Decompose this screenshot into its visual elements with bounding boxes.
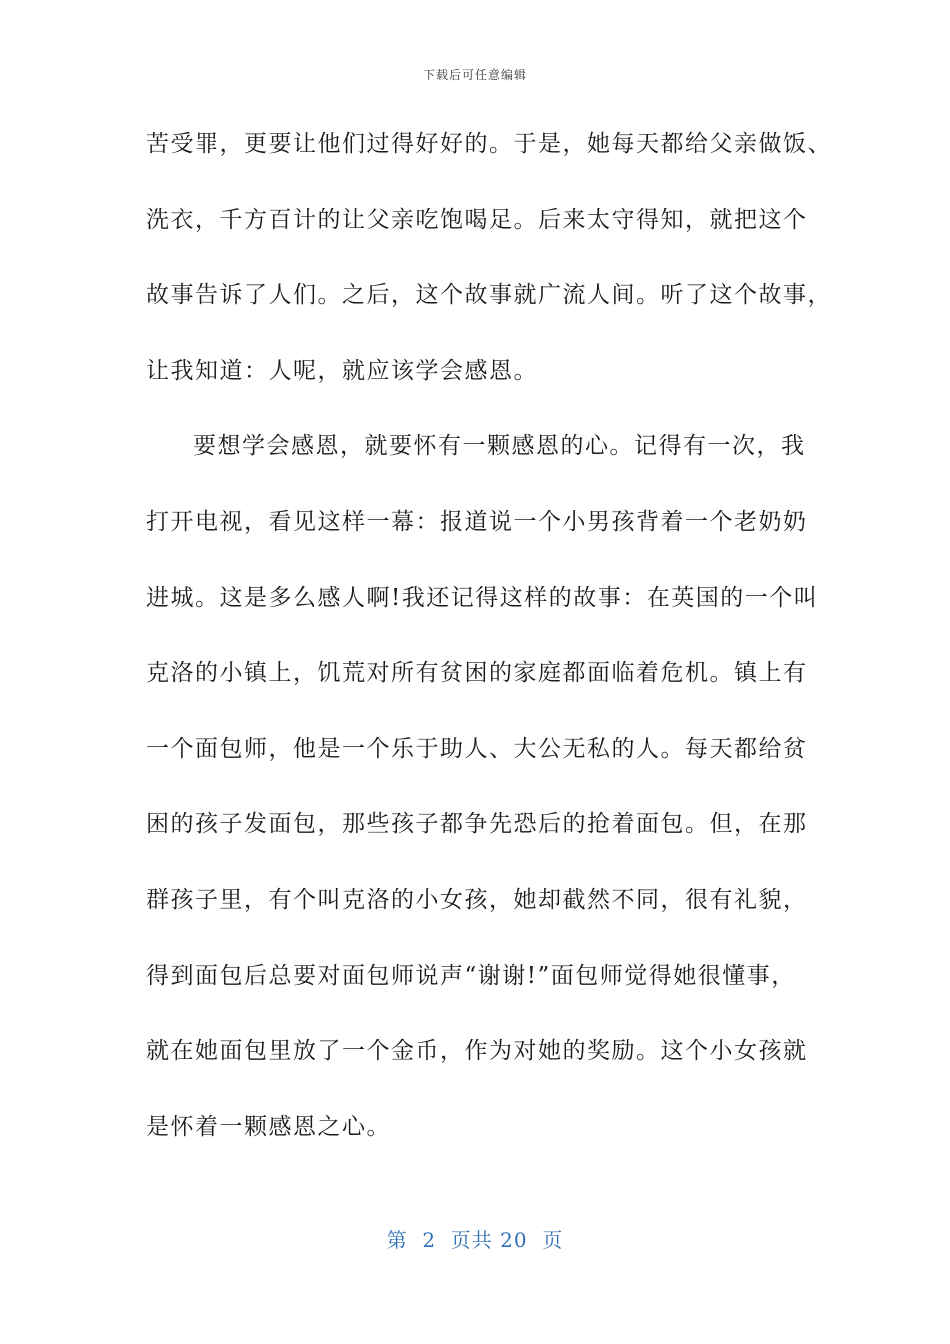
text-line-paragraph-start: 要想学会感恩，就要怀有一颗感恩的心。记得有一次，我 <box>193 433 806 460</box>
text-line: 故事告诉了人们。之后，这个故事就广流人间。听了这个故事， <box>146 282 832 309</box>
text-line: 一个面包师，他是一个乐于助人、大公无私的人。每天都给贫 <box>146 735 808 762</box>
text-line: 克洛的小镇上，饥荒对所有贫困的家庭都面临着危机。镇上有 <box>146 660 808 687</box>
text-line: 苦受罪，更要让他们过得好好的。于是，她每天都给父亲做饭、 <box>146 131 832 157</box>
text-line: 让我知道：人呢，就应该学会感恩。 <box>146 357 538 384</box>
text-line: 就在她面包里放了一个金币，作为对她的奖励。这个小女孩就 <box>146 1038 808 1065</box>
text-line: 困的孩子发面包，那些孩子都争先恐后的抢着面包。但，在那 <box>146 811 808 838</box>
text-line: 得到面包后总要对面包师说声“谢谢!”面包师觉得她很懂事， <box>146 962 796 989</box>
text-line: 群孩子里，有个叫克洛的小女孩，她却截然不同，很有礼貌， <box>146 886 808 913</box>
text-line: 洗衣，千方百计的让父亲吃饱喝足。后来太守得知，就把这个 <box>146 206 808 233</box>
document-body <box>146 120 832 1178</box>
page-number-footer: 第 2 页共 20 页 <box>386 1228 564 1252</box>
text-line: 是怀着一颗感恩之心。 <box>146 1113 391 1140</box>
page-header: 下载后可任意编辑 <box>422 68 527 82</box>
text-line: 进城。这是多么感人啊!我还记得这样的故事：在英国的一个叫 <box>146 584 819 611</box>
text-line: 打开电视，看见这样一幕：报道说一个小男孩背着一个老奶奶 <box>146 508 808 535</box>
